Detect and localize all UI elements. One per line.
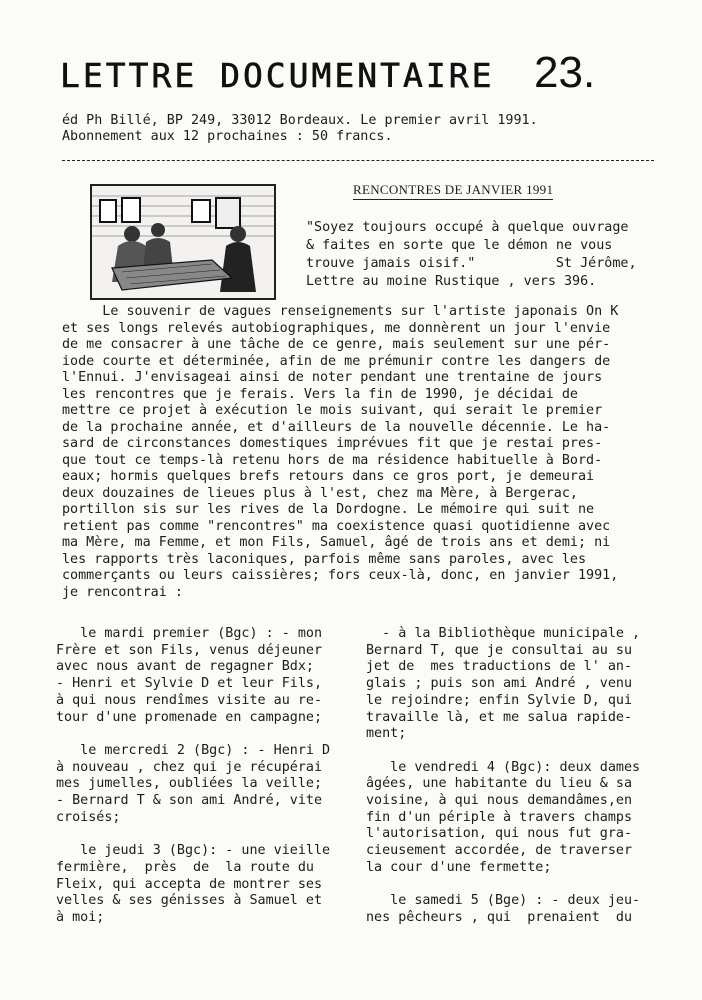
intro-line: ma Mère, ma Femme, et mon Fils, Samuel, âgé de trois ans et demi; ni	[62, 535, 611, 550]
intro-line: Le souvenir de vagues renseignements sur l'artiste japonais On K	[62, 304, 619, 319]
intro-line: portillon sis sur les rives de la Dordogne. Le mémoire qui suit ne	[62, 502, 595, 517]
epigraph-line: Lettre au moine Rustique , vers 396.	[306, 274, 597, 289]
left-column-line: Frère et son Fils, venus déjeuner	[56, 642, 323, 658]
left-column-line: avec nous avant de regagner Bdx;	[56, 659, 314, 675]
right-column-line: - à la Bibliothèque municipale ,	[366, 626, 641, 641]
intro-line: eaux; hormis quelques brefs retours dans ce gros port, je demeurai	[62, 469, 595, 484]
right-column-line: fin d'un périple à travers champs	[366, 809, 633, 825]
left-column-line	[56, 826, 330, 843]
intro-line: de la prochaine année, et d'ailleurs de la nouvelle décennie. Le ha-	[62, 419, 611, 435]
intro-line: l'Ennui. J'envisageai ainsi de noter pendant une trentaine de jours	[62, 370, 603, 385]
intro-line: les rencontres que je ferais. Vers la fin de 1990, je décidai de	[62, 386, 578, 402]
intro-line: de me consacrer à une tâche de ce genre, mais seulement sur une pér-	[62, 337, 611, 352]
left-column-line: velles & ses génisses à Samuel et	[56, 893, 323, 909]
intro-line: retient pas comme "rencontres" ma coexistence quasi quotidienne avec	[62, 518, 611, 534]
intro-paragraph	[62, 304, 618, 601]
right-column-line: cieusement accordée, de traverser	[366, 843, 633, 859]
right-column-line: jet de mes traductions de l' an-	[366, 659, 633, 675]
right-column-line: Bernard T, que je consultai au su	[366, 642, 633, 658]
right-column-line: glais ; puis son ami André , venu	[366, 676, 633, 692]
left-column-entries	[56, 626, 330, 927]
left-column-line: - Henri et Sylvie D et leur Fils,	[56, 676, 323, 692]
epigraph-line: & faites en sorte que le démon ne vous	[306, 238, 613, 253]
publisher-line: éd Ph Billé, BP 249, 33012 Bordeaux. Le premier avril 1991.	[62, 113, 538, 128]
intro-line: mettre ce projet à exécution le mois suivant, qui serait le premier	[62, 403, 603, 418]
left-column-line	[56, 726, 330, 743]
left-column-line: Fleix, qui accepta de montrer ses	[56, 876, 323, 892]
engraving-illustration	[90, 184, 276, 300]
left-column-line: fermière, près de la route du	[56, 859, 314, 875]
right-column-line: âgées, une habitante du lieu & sa	[366, 776, 633, 792]
intro-line: iode courte et déterminée, afin de me prémunir contre les dangers de	[62, 353, 611, 369]
right-column-line: l'autorisation, qui nous fut gra-	[366, 826, 633, 842]
right-column-line: travaille là, et me salua rapide-	[366, 709, 633, 725]
dashed-divider	[62, 160, 654, 161]
intro-line: deux douzaines de lieues plus à l'est, chez ma Mère, à Bergerac,	[62, 485, 578, 501]
epigraph-line: "Soyez toujours occupé à quelque ouvrage	[306, 220, 629, 235]
right-column-line: le rejoindre; enfin Sylvie D, qui	[366, 692, 633, 708]
right-column-line: le samedi 5 (Bge) : - deux jeu-	[366, 893, 641, 909]
right-column-entries	[366, 626, 640, 927]
intro-line: je rencontrai :	[62, 584, 183, 600]
right-column-line	[366, 743, 640, 760]
left-column-line: à qui nous rendîmes visite au re-	[56, 692, 323, 708]
right-column-line: le vendredi 4 (Bgc): deux dames	[366, 759, 641, 775]
subscription-line: Abonnement aux 12 prochaines : 50 francs.	[62, 129, 393, 144]
newsletter-title: LETTRE DOCUMENTAIRE	[60, 56, 495, 95]
intro-line: commerçants ou leurs caissières; fors ceux-là, donc, en janvier 1991,	[62, 568, 619, 583]
left-column-line: - Bernard T & son ami André, vite	[56, 793, 323, 809]
right-column-line: voisine, à qui nous demandâmes,en	[366, 793, 633, 809]
intro-line: les rapports très laconiques, parfois même sans paroles, avec les	[62, 551, 587, 567]
left-column-line: tour d'une promenade en campagne;	[56, 709, 323, 725]
intro-line: et ses longs relevés autobiographiques, me donnèrent un jour l'envie	[62, 320, 611, 336]
right-column-line: la cour d'une fermette;	[366, 859, 552, 875]
masthead	[60, 48, 660, 100]
epigraph-line: trouve jamais oisif." St Jérôme,	[306, 256, 637, 271]
intro-line: sard de circonstances domestiques imprévues fit que je restai pres-	[62, 436, 603, 451]
left-column-line: le jeudi 3 (Bgc): - une vieille	[56, 843, 331, 859]
right-column-line: nes pêcheurs , qui prenaient du	[366, 909, 633, 925]
section-heading: RENCONTRES DE JANVIER 1991	[353, 182, 554, 197]
right-column-line: ment;	[366, 726, 407, 742]
left-column-line: le mercredi 2 (Bgc) : - Henri D	[56, 742, 331, 758]
right-column-line	[366, 877, 640, 894]
left-column-line: le mardi premier (Bgc) : - mon	[56, 626, 323, 641]
epigraph-quote	[306, 219, 637, 291]
issue-number: 23.	[534, 48, 596, 97]
left-column-line: à nouveau , chez qui je récupérai	[56, 759, 323, 775]
left-column-line: mes jumelles, oubliées la veille;	[56, 776, 323, 792]
intro-line: que tout ce temps-là retenu hors de ma résidence habituelle à Bord-	[62, 452, 603, 468]
left-column-line: à moi;	[56, 909, 105, 925]
left-column-line: croisés;	[56, 809, 121, 825]
